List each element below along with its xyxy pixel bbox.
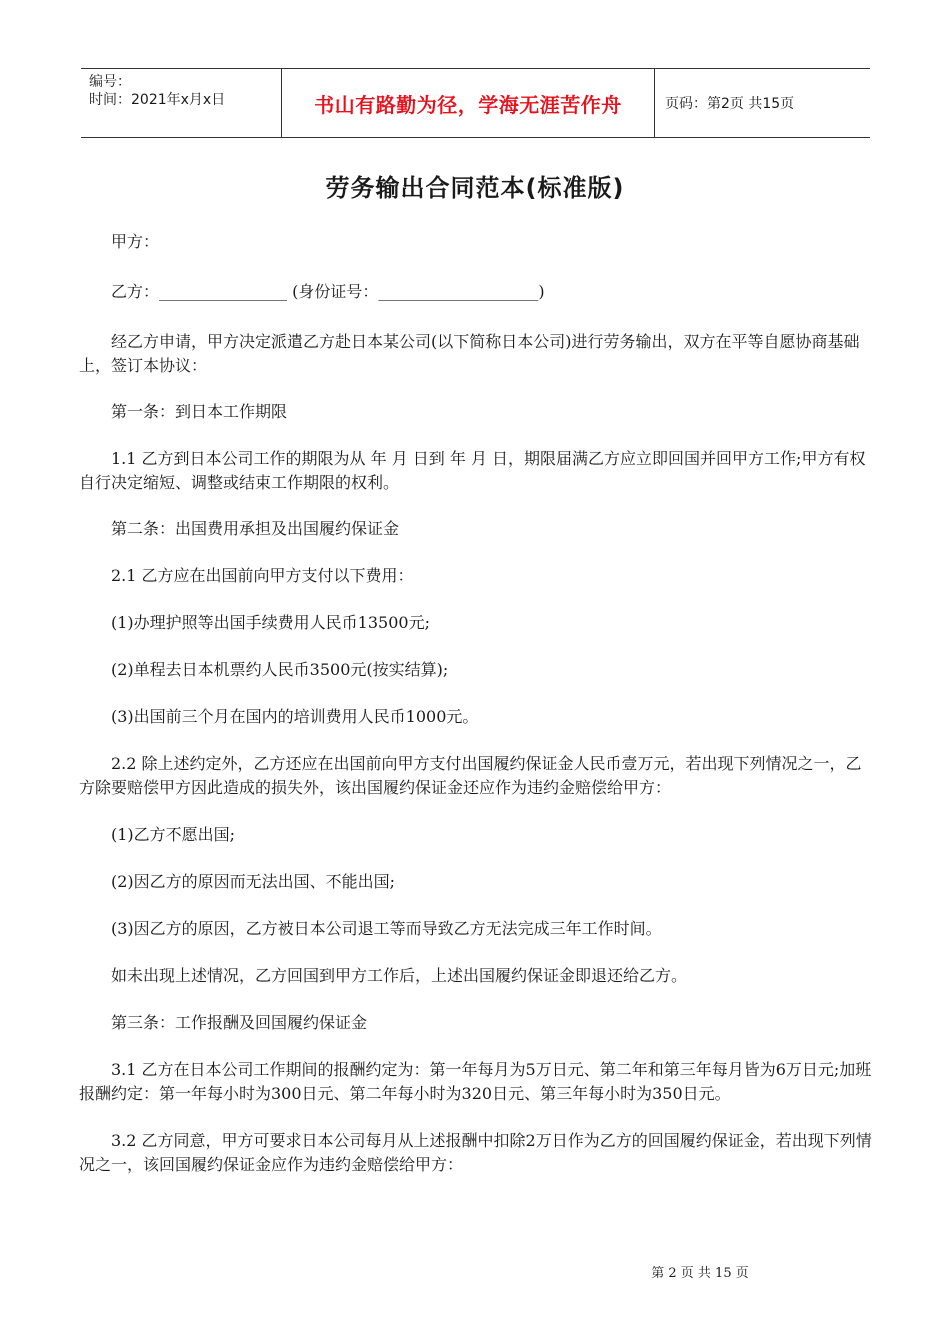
page-footer: 第 2 页 共 15 页 [651, 1266, 749, 1281]
paragraph: 乙方：________________ (身份证号：____________________) [111, 282, 545, 301]
paragraph: 2.2 除上述约定外，乙方还应在出国前向甲方支付出国履约保证金人民币壹万元，若出现下列情况之一，乙方除要赔偿甲方因此造成的损失外，该出国履约保证金还应作为违约金赔偿给甲方： [79, 754, 862, 797]
paragraph: (3)因乙方的原因，乙方被日本公司退工等而导致乙方无法完成三年工作时间。 [111, 919, 662, 938]
paragraph: 如未出现上述情况，乙方回国到甲方工作后，上述出国履约保证金即退还给乙方。 [111, 966, 688, 985]
paragraph: 1.1 乙方到日本公司工作的期限为从 年 月 日到 年 月 日，期限届满乙方应立即回国并回甲方工作;甲方有权自行决定缩短、调整或结束工作期限的权利。 [79, 449, 866, 492]
paragraph: 2.1 乙方应在出国前向甲方支付以下费用： [111, 566, 414, 585]
paragraph: 3.2 乙方同意，甲方可要求日本公司每月从上述报酬中扣除2万日作为乙方的回国履约保证金，若出现下列情况之一，该回国履约保证金应作为违约金赔偿给甲方： [79, 1131, 872, 1174]
header-page-info: 页码：第2页 共15页 [665, 96, 795, 112]
paragraph: (1)办理护照等出国手续费用人民币13500元; [111, 613, 430, 632]
paragraph: (2)单程去日本机票约人民币3500元(按实结算); [111, 660, 449, 679]
paragraph: 第一条：到日本工作期限 [111, 402, 288, 421]
document-title: 劳务输出合同范本(标准版) [325, 174, 625, 202]
paragraph: (1)乙方不愿出国; [111, 825, 236, 844]
date-label: 时间：2021年x月x日 [89, 92, 226, 108]
paragraph: 第三条：工作报酬及回国履约保证金 [111, 1013, 368, 1032]
document-body [79, 230, 875, 1177]
paragraph: (2)因乙方的原因而无法出国、不能出国; [111, 872, 396, 891]
header-meta [81, 69, 282, 137]
paragraph: 3.1 乙方在日本公司工作期间的报酬约定为：第一年每月为5万日元、第二年和第三年每月皆为6万日元;加班报酬约定：第一年每小时为300日元、第二年每小时为320日元、第三年每小时为350日元。 [79, 1060, 872, 1103]
document-header [81, 68, 870, 138]
paragraph: 第二条：出国费用承担及出国履约保证金 [111, 519, 400, 538]
header-motto: 书山有路勤为径，学海无涯苦作舟 [282, 69, 655, 137]
paragraph: 甲方： [111, 232, 160, 251]
paragraph: 经乙方申请，甲方决定派遣乙方赴日本某公司(以下简称日本公司)进行劳务输出，双方在平等自愿协商基础上，签订本协议： [79, 332, 860, 375]
paragraph: (3)出国前三个月在国内的培训费用人民币1000元。 [111, 707, 479, 726]
code-label: 编号： [89, 74, 131, 90]
